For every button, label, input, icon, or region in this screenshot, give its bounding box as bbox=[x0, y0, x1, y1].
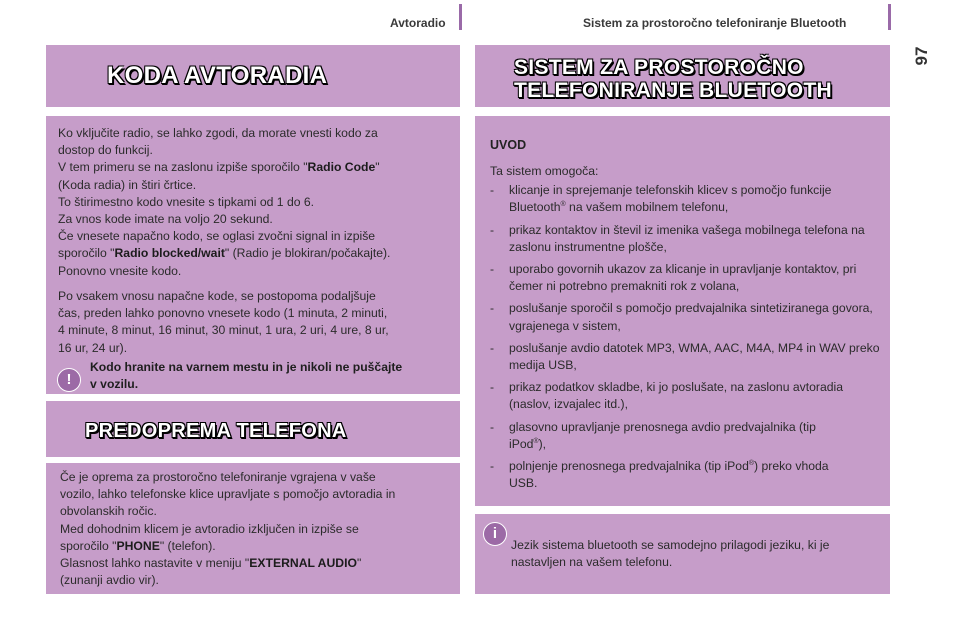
predoprema-title: PREDOPREMA TELEFONA bbox=[85, 420, 347, 442]
list-item-text: iPod bbox=[509, 436, 534, 451]
list-item-text: Bluetooth bbox=[509, 200, 561, 215]
koda-warning-line: v vozilu. bbox=[90, 377, 139, 392]
predoprema-title-panel bbox=[46, 401, 460, 457]
radio-blocked-label: Radio blocked/wait bbox=[114, 246, 225, 261]
koda-text bbox=[58, 125, 454, 280]
koda-retry-line: čas, preden lahko ponovno vnesete kodo (1 minuta, 2 minuti, bbox=[58, 306, 388, 321]
list-item-text: ), bbox=[538, 436, 547, 451]
koda-title-panel bbox=[46, 45, 460, 107]
koda-text-line: Ko vključite radio, se lahko zgodi, da morate vnesti kodo za bbox=[58, 126, 378, 140]
bluetooth-title-line2: TELEFONIRANJE BLUETOOTH bbox=[514, 79, 833, 102]
koda-text-line: Ponovno vnesite kodo. bbox=[58, 263, 182, 278]
list-item bbox=[490, 182, 886, 216]
info-icon: i bbox=[483, 522, 507, 546]
bluetooth-feature-list bbox=[490, 163, 886, 497]
bluetooth-title-panel bbox=[475, 45, 890, 107]
koda-title: KODA AVTORADIA bbox=[107, 62, 328, 89]
uvod-heading: UVOD bbox=[490, 138, 527, 152]
koda-text-line: sporočilo " bbox=[58, 246, 115, 261]
predoprema-text-line: (zunanji avdio vir). bbox=[60, 573, 159, 588]
registered-mark: ® bbox=[748, 459, 755, 467]
info-line: Jezik sistema bluetooth se samodejno prilagodi jeziku, ki je bbox=[511, 538, 830, 552]
predoprema-text-line: obvolanskih ročic. bbox=[60, 504, 157, 519]
header-divider-right bbox=[888, 4, 891, 30]
registered-mark: ® bbox=[560, 201, 566, 209]
koda-content-panel bbox=[46, 116, 460, 394]
predoprema-content-panel bbox=[46, 463, 460, 594]
list-item: - uporabo govornih ukazov za klicanje in upravljanje kontaktov, pri čemer ni potrebno premakniti rok z volana, bbox=[490, 261, 886, 295]
koda-text-line: V tem primeru se na zaslonu izpiše sporočilo " bbox=[58, 160, 308, 175]
predoprema-text-line: Če je oprema za prostoročno telefoniranje vgrajena v vaše bbox=[60, 470, 376, 484]
predoprema-text-line: Med dohodnim klicem je avtoradio izključen in izpiše se bbox=[60, 521, 359, 536]
list-item: - prikaz podatkov skladbe, ki jo poslušate, na zaslonu avtoradia (naslov, izvajalec itd.), bbox=[490, 379, 886, 413]
koda-text-line: dostop do funkcij. bbox=[58, 143, 153, 158]
list-item: - poslušanje sporočil s pomočjo predvajalnika sintetiziranega govora, vgrajenega v sistem, bbox=[490, 300, 886, 334]
list-item: - prikaz kontaktov in števil iz imenika vašega mobilnega telefona na zaslonu instrumentne plošče, bbox=[490, 222, 886, 256]
koda-retry-line: 16 ur, 24 ur). bbox=[58, 340, 128, 355]
koda-retry-line: 4 minute, 8 minut, 16 minut, 30 minut, 1 ura, 2 uri, 4 ure, 8 ur, bbox=[58, 323, 389, 338]
predoprema-text-line: " (telefon). bbox=[159, 538, 216, 553]
list-item-text: glasovno upravljanje prenosnega avdio predvajalnika (tip bbox=[509, 419, 816, 434]
header-section-left: Avtoradio bbox=[390, 16, 446, 30]
koda-text-line: " bbox=[375, 160, 380, 175]
phone-label: PHONE bbox=[116, 538, 160, 553]
predoprema-text-line: vozilo, lahko telefonske klice upravljate s pomočjo avtoradia in bbox=[60, 487, 396, 502]
info-line: nastavljen na vašem telefonu. bbox=[511, 555, 673, 570]
bluetooth-title-line1: SISTEM ZA PROSTOROČNO bbox=[514, 56, 804, 79]
radio-code-label: Radio Code bbox=[307, 160, 376, 175]
bluetooth-info-text bbox=[511, 537, 883, 571]
predoprema-text bbox=[60, 469, 456, 589]
koda-text-line: " (Radio je blokiran/počakajte). bbox=[224, 246, 391, 261]
koda-retry-text bbox=[58, 288, 454, 357]
koda-retry-line: Po vsakem vnosu napačne kode, se postopoma podaljšuje bbox=[58, 289, 376, 303]
list-item: - poslušanje avdio datotek MP3, WMA, AAC, M4A, MP4 in WAV preko medija USB, bbox=[490, 340, 886, 374]
registered-mark: ® bbox=[533, 437, 539, 445]
koda-warning bbox=[90, 359, 450, 393]
list-item-text: klicanje in sprejemanje telefonskih klicev s pomočjo funkcije bbox=[509, 183, 832, 198]
list-item-text: polnjenje prenosnega predvajalnika (tip iPod bbox=[509, 459, 749, 474]
header-divider-left bbox=[459, 4, 462, 30]
list-item-text: USB. bbox=[509, 476, 538, 491]
list-item-text: ) preko vhoda bbox=[754, 459, 829, 474]
koda-text-line: Če vnesete napačno kodo, se oglasi zvočni signal in izpiše bbox=[58, 229, 376, 244]
list-item bbox=[490, 419, 886, 453]
predoprema-text-line: Glasnost lahko nastavite v meniju " bbox=[60, 556, 250, 571]
predoprema-text-line: " bbox=[356, 556, 362, 571]
koda-warning-line: Kodo hranite na varnem mestu in je nikoli ne puščajte bbox=[90, 360, 403, 374]
header-section-right: Sistem za prostoročno telefoniranje Bluetooth bbox=[583, 16, 847, 30]
bluetooth-info-panel bbox=[475, 514, 890, 594]
koda-text-line: Za vnos kode imate na voljo 20 sekund. bbox=[58, 212, 273, 227]
bluetooth-intro: Ta sistem omogoča: bbox=[490, 164, 599, 178]
list-item-text: na vašem mobilnem telefonu, bbox=[565, 200, 729, 215]
list-item bbox=[490, 458, 886, 492]
koda-text-line: To štirimestno kodo vnesite s tipkami od 1 do 6. bbox=[58, 194, 315, 209]
page-number: 97 bbox=[912, 46, 931, 66]
warning-icon: ! bbox=[57, 368, 81, 392]
koda-text-line: (Koda radia) in štiri črtice. bbox=[58, 177, 197, 192]
external-audio-label: EXTERNAL AUDIO bbox=[249, 556, 357, 571]
predoprema-text-line: sporočilo " bbox=[60, 538, 117, 553]
